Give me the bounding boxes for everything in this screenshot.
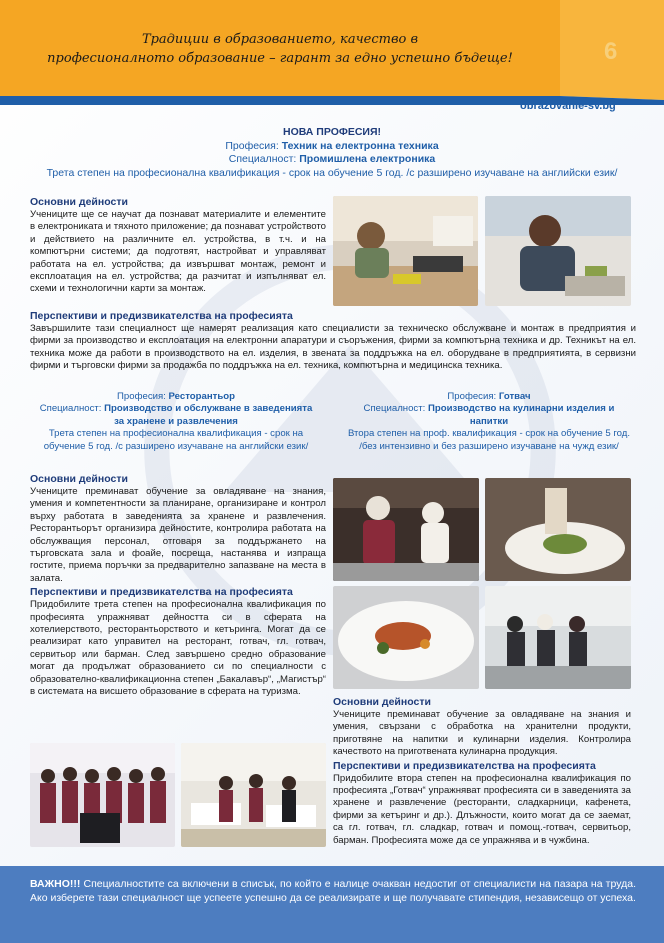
perspectives1-title: Перспективи и предизвикателства на професията <box>30 310 293 322</box>
profession2-value: Ресторантьор <box>168 391 235 402</box>
photo-plated-dish <box>333 586 479 689</box>
profession2-label: Професия: <box>117 391 166 402</box>
perspectives1-text: Завършилите тази специалност ще намерят реализация като специалисти за техническо обслужване и монтаж в предприятия и фирми за производство и експлоатация на електронни апаратури и съоръжения, фирми за компютърна техника и др. Техникът на ел. техника може да работи в производството на ел. изделия, в звената за поддръжка на ел. оборудване в предприятията, в сервизни фирми и търговски фирми за продажба по поддръжка на ел. техника, компютърна и медицинска техника. <box>30 323 636 372</box>
specialty2-value-l1: Производство и обслужване в заведенията <box>104 403 313 415</box>
header-title <box>30 30 530 68</box>
page-number: 6 <box>604 38 618 65</box>
profession3-header <box>336 391 642 453</box>
specialty3-label: Специалност: <box>363 403 426 415</box>
header-title-line2: професионалното образование – гарант за едно успешно бъдеще! <box>47 51 513 66</box>
profession1-perspectives <box>30 310 636 373</box>
qualification3-l2: /без интензивно и без разширено изучаване на чужд език/ <box>359 440 619 452</box>
specialty3-value-l2: напитки <box>469 415 509 427</box>
photo-chefs-cooking <box>333 478 479 581</box>
qualification1: Трета степен на професионална квалификация - срок на обучение 5 год. /с разширено изучаване на английски език/ <box>46 166 618 179</box>
photo-electronics-workbench <box>333 196 478 306</box>
photo-restaurant-hall <box>181 743 326 847</box>
specialty2-label: Специалност: <box>39 403 102 415</box>
activities2-title: Основни дейности <box>30 473 128 485</box>
qualification2-l1: Трета степен на професионална квалификация - срок на <box>48 428 304 440</box>
perspectives2-text: Придобилите трета степен на професионална квалификация по професията упражняват дейността си в сферата на хотелиерството, ресторантьорството и кетъринга. Могат да се реализират като управител на ресторант, готвач, гл. готвач, сервитьор или барман. След завършено средно образование могат да продължат образованието си по специалности с образователно-квалификационна степен „Бакалавър“, „Магистър“ в системата на висшето образование в сферата на туризма. <box>30 599 326 698</box>
profession1-label: Професия: <box>225 139 279 152</box>
qualification3-l1: Втора степен на проф. квалификация - срок на обучение 5 год. <box>347 428 631 440</box>
new-profession-heading: НОВА ПРОФЕСИЯ! <box>282 126 382 138</box>
important-text: Специалностите са включени в списък, по който е налице очакван недостиг от специалисти на пазара на труда. Ако изберете тази специалност ще успеете успешно да се реализирате и ще получавате стипендия, независещо от успеха. <box>30 878 636 904</box>
specialty3-value-l1: Производство на кулинарни изделия и <box>427 403 615 415</box>
footer-note <box>30 878 636 905</box>
perspectives3-title: Перспективи и предизвикателства на професията <box>333 759 596 772</box>
specialty2-value-l2: за хранене и развлечения <box>114 415 238 427</box>
photo-students-group <box>30 743 175 847</box>
photo-student-soldering <box>485 196 631 306</box>
header-title-line1: Традиции в образованието, качество в <box>141 32 419 47</box>
website-link[interactable]: obrazovanie-sv.bg <box>520 100 616 112</box>
photo-plating-dessert <box>485 478 631 581</box>
profession1-activities <box>30 196 326 296</box>
profession2-body <box>30 473 326 699</box>
activities1-text: Учениците ще се научат да познават материалите и елементите в електрониката и тяхното приложение; да познават устройството и действието на различните ел. устройства, в т.ч. и на компютърни системи; да подготвят, настройват и управляват работата на ел. устройства; да извършват монтаж, ремонт и експлоатация на ел. устройства; да разчитат и изпълняват ел. схеми и технологични карти за монтаж. <box>30 209 326 295</box>
specialty1-label: Специалност: <box>228 153 297 166</box>
activities1-title: Основни дейности <box>30 196 128 208</box>
specialty1-value: Промишлена електроника <box>299 153 436 166</box>
profession1-header <box>20 126 644 180</box>
activities3-text: Учениците преминават обучение за овладяване на знания и умения, свързани с обработка на хранителни продукти, приготвяне на напитки и кулинарни изделия. Контролира качеството на приготвената кулинарна продукция. <box>333 709 631 758</box>
activities3-title: Основни дейности <box>333 696 431 708</box>
activities2-text: Учениците преминават обучение за овладяване на знания, умения и компетентности за планиране, организиране и контрол върху работата в заведенията за хранене и развлечения. Ресторантьорът организира дейностите, контролира работата на обслужващия персонал, отговаря за поддържането на търговската зала и фоайе, посреща, настанява и изпраща гостите, приема поръчки за предварително запазване на места в залата. <box>30 486 326 584</box>
perspectives2-title: Перспективи и предизвикателства на професията <box>30 586 293 599</box>
important-label: ВАЖНО!!! <box>30 878 81 890</box>
qualification2-l2: обучение 5 год. /с разширено изучаване на английски език/ <box>43 440 309 452</box>
profession3-label: Професия: <box>447 391 497 402</box>
profession3-body <box>333 696 631 847</box>
photo-kitchen-team <box>485 586 631 689</box>
perspectives3-text: Придобилите втора степен на професионална квалификация по професията „Готвач“ упражняват професията си в заведенията за хранене и развлечение (ресторанти, сладкарници, кафенета, фирми за кетъринг и др.). Длъжности, които могат да се заемат, са гл. готвач, гл. сладкар, готвач и помощ.-готвач, сервитьор, барман. Професията може да се упражнява и в чужбина. <box>333 772 631 846</box>
profession3-value: Готвач <box>498 391 531 402</box>
profession2-header <box>20 391 332 453</box>
profession1-value: Техник на електронна техника <box>281 139 439 152</box>
